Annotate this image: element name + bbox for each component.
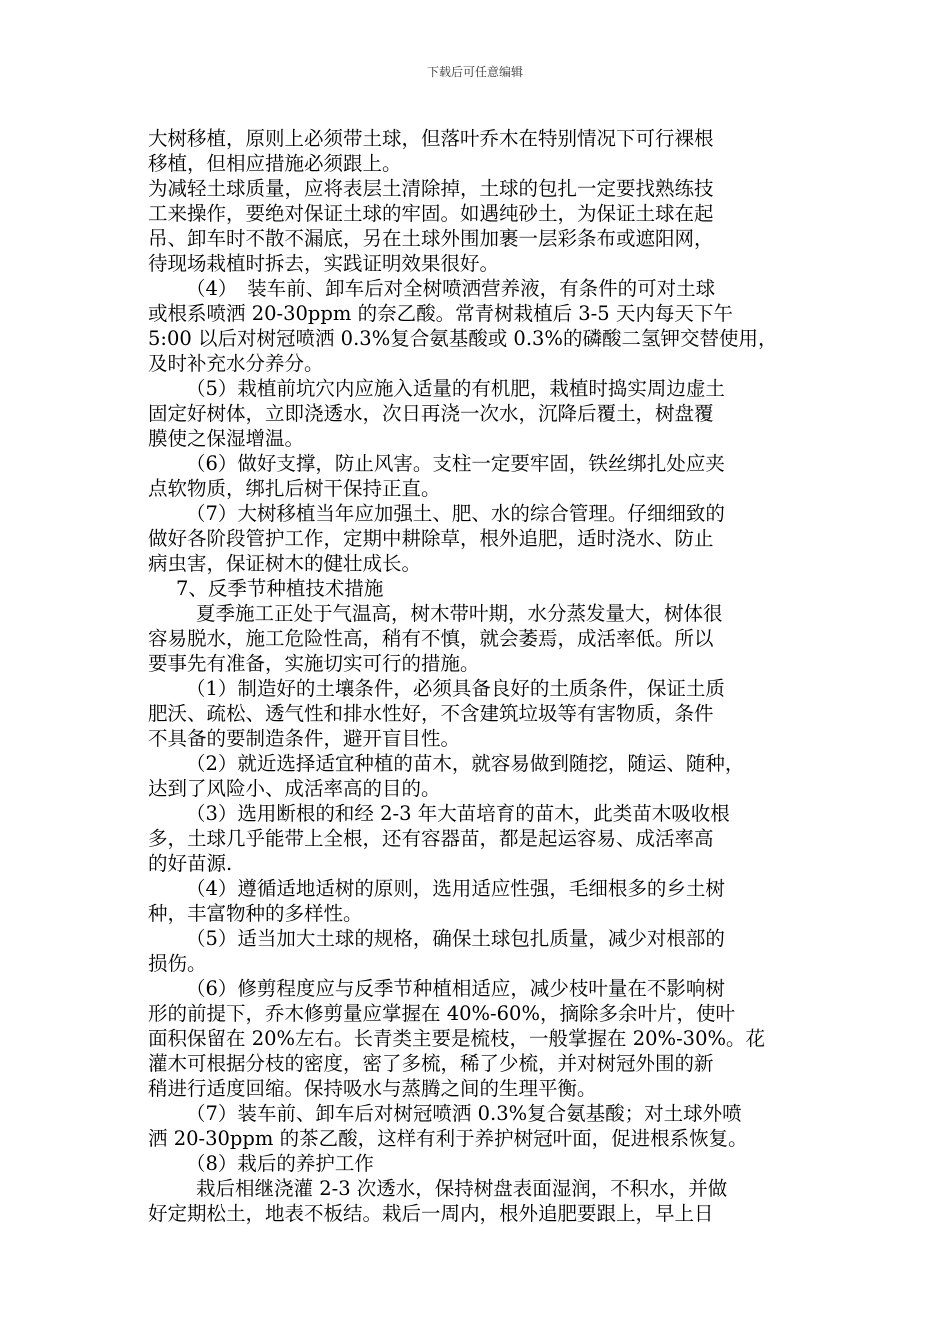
text-line: 移植，但相应措施必须跟上。 xyxy=(148,152,402,175)
text-line: 做好各阶段管护工作，定期中耕除草，根外追肥，适时浇水、防止 xyxy=(148,527,714,550)
text-line: （4）遵循适地适树的原则，选用适应性强，毛细根多的乡土树 xyxy=(186,877,725,900)
text-line: （5）栽植前坑穴内应施入适量的有机肥，栽植时捣实周边虚土 xyxy=(186,377,725,400)
text-line: 不具备的要制造条件，避开盲目性。 xyxy=(148,727,461,750)
text-line: 好定期松土，地表不板结。栽后一周内，根外追肥要跟上，早上日 xyxy=(148,1202,714,1225)
text-line: 大树移植，原则上必须带土球，但落叶乔木在特别情况下可行裸根 xyxy=(148,127,714,150)
text-line: 膜使之保湿增温。 xyxy=(148,427,305,450)
text-line: 5:00 以后对树冠喷洒 0.3%复合氨基酸或 0.3%的磷酸二氢钾交替使用， xyxy=(148,327,778,350)
text-line: （7）大树移植当年应加强土、肥、水的综合管理。仔细细致的 xyxy=(186,502,725,525)
text-line: （2）就近选择适宜种植的苗木，就容易做到随挖，随运、随种， xyxy=(186,752,745,775)
text-line: 待现场栽植时拆去，实践证明效果很好。 xyxy=(148,252,500,275)
text-line: （6）做好支撑，防止风害。支柱一定要牢固，铁丝绑扎处应夹 xyxy=(186,452,725,475)
text-line: 为减轻土球质量，应将表层土清除掉，土球的包扎一定要找熟练技 xyxy=(148,177,714,200)
page-header: 下载后可任意编辑 xyxy=(426,65,523,79)
text-line: 夏季施工正处于气温高，树木带叶期，水分蒸发量大，树体很 xyxy=(196,602,723,625)
text-line: 种，丰富物种的多样性。 xyxy=(148,902,363,925)
text-line: 多，土球几乎能带上全根，还有容器苗，都是起运容易、成活率高 xyxy=(148,827,714,850)
text-line: （6）修剪程度应与反季节种植相适应，减少枝叶量在不影响树 xyxy=(186,977,725,1000)
text-line: 固定好树体，立即浇透水，次日再浇一次水，沉降后覆土，树盘覆 xyxy=(148,402,714,425)
text-line: （5）适当加大土球的规格，确保土球包扎质量，减少对根部的 xyxy=(186,927,725,950)
text-line: 面积保留在 20%左右。长青类主要是梳枝，一般掌握在 20%-30%。花 xyxy=(148,1027,766,1050)
text-line: 病虫害，保证树木的健壮成长。 xyxy=(148,552,422,575)
text-line: 工来操作，要绝对保证土球的牢固。如遇纯砂土，为保证土球在起 xyxy=(148,202,714,225)
text-line: 损伤。 xyxy=(148,952,207,975)
text-line: 及时补充水分养分。 xyxy=(148,352,324,375)
text-line: 达到了风险小、成活率高的目的。 xyxy=(148,777,441,800)
document-body xyxy=(148,126,820,1226)
text-line: 点软物质，绑扎后树干保持正直。 xyxy=(148,477,441,500)
text-line: 栽后相继浇灌 2-3 次透水，保持树盘表面湿润，不积水，并做 xyxy=(196,1177,728,1200)
text-line: （1）制造好的土壤条件，必须具备良好的土质条件，保证土质 xyxy=(186,677,725,700)
text-line: 灌木可根据分枝的密度，密了多梳，稀了少梳，并对树冠外围的新 xyxy=(148,1052,714,1075)
text-line: 洒 20-30ppm 的茶乙酸，这样有利于养护树冠叶面，促进根系恢复。 xyxy=(148,1127,748,1150)
text-line: （4） 装车前、卸车后对全树喷洒营养液，有条件的可对土球 xyxy=(186,277,716,300)
text-line: 形的前提下，乔木修剪量应掌握在 40%-60%，摘除多余叶片，使叶 xyxy=(148,1002,735,1025)
text-line: 吊、卸车时不散不漏底，另在土球外围加裹一层彩条布或遮阳网， xyxy=(148,227,714,250)
text-line: 或根系喷洒 20-30ppm 的奈乙酸。常青树栽植后 3-5 天内每天下午 xyxy=(148,302,733,325)
section-heading: 7、反季节种植技术措施 xyxy=(176,577,384,600)
text-line: 肥沃、疏松、透气性和排水性好，不含建筑垃圾等有害物质，条件 xyxy=(148,702,714,725)
text-line: （8）栽后的养护工作 xyxy=(186,1152,374,1175)
text-line: 稍进行适度回缩。保持吸水与蒸腾之间的生理平衡。 xyxy=(148,1077,597,1100)
text-line: 的好苗源. xyxy=(148,852,233,875)
text-line: （7）装车前、卸车后对树冠喷洒 0.3%复合氨基酸；对土球外喷 xyxy=(186,1102,742,1125)
text-line: 容易脱水，施工危险性高，稍有不慎，就会萎焉，成活率低。所以 xyxy=(148,627,714,650)
text-line: 要事先有准备，实施切实可行的措施。 xyxy=(148,652,480,675)
text-line: （3）选用断根的和经 2-3 年大苗培育的苗木，此类苗木吸收根 xyxy=(186,802,730,825)
